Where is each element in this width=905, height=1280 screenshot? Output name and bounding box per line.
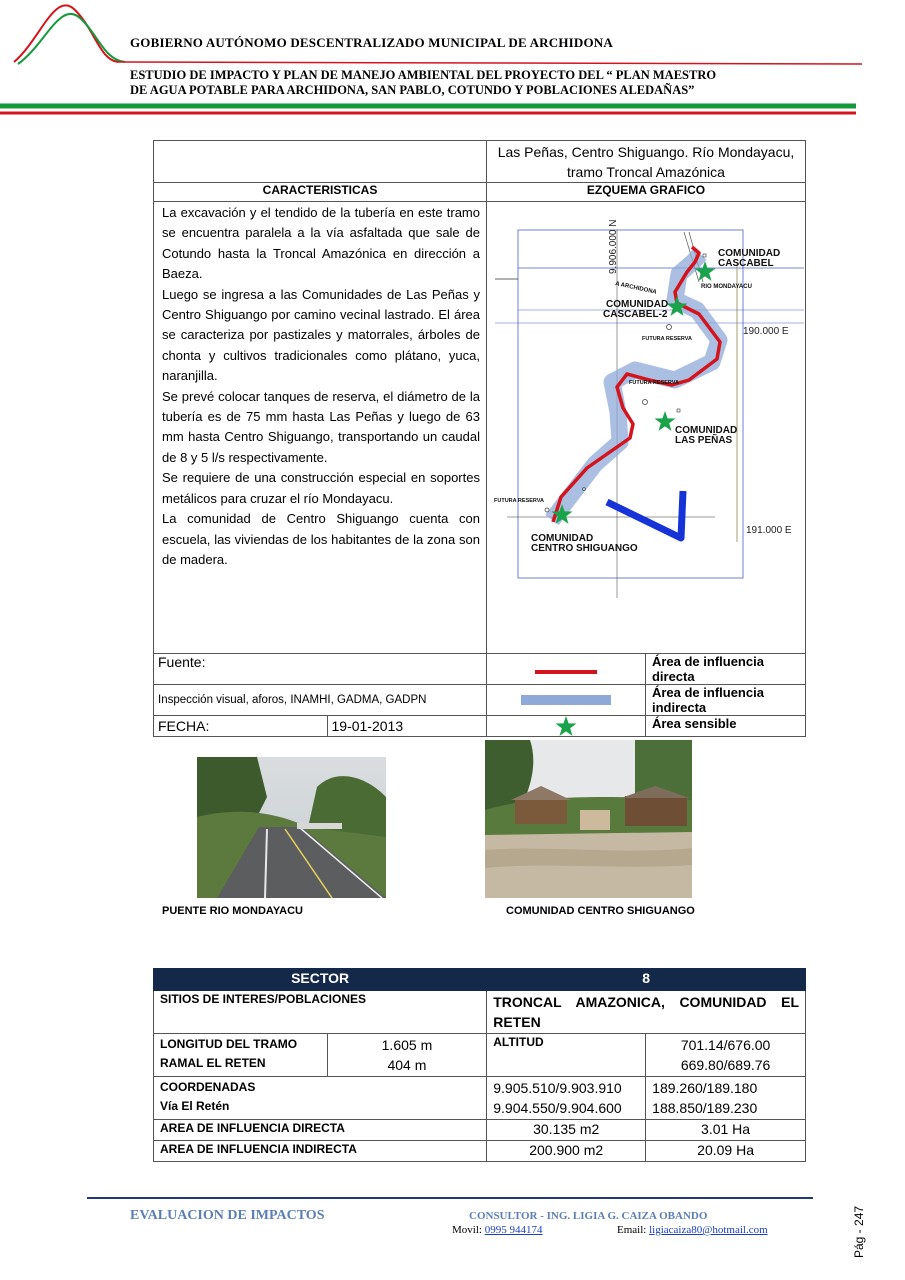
direct-area-ha: 3.01 Ha [646, 1120, 806, 1141]
length-value-1: 1.605 m [381, 1037, 433, 1053]
footer-email-link[interactable]: ligiacaiza80@hotmail.com [649, 1224, 768, 1236]
sites-value: TRONCAL AMAZONICA, COMUNIDAD EL RETEN [487, 991, 806, 1034]
altitude-value-2: 669.80/689.76 [680, 1057, 771, 1073]
indirect-area-m2: 200.900 m2 [487, 1141, 646, 1162]
coord-north-label: 9.906.000 N [607, 219, 619, 274]
fuente-label: Fuente: [154, 654, 487, 685]
map-label-cascabel-line1: COMUNIDAD [717, 248, 781, 259]
sector-label: SECTOR [154, 969, 487, 991]
length-label [154, 1034, 328, 1077]
indirect-area-ha: 20.09 Ha [646, 1141, 806, 1162]
length-label-2: RAMAL EL RETEN [160, 1056, 266, 1070]
route-map [487, 202, 804, 653]
footer-section: EVALUACION DE IMPACTOS [130, 1208, 325, 1223]
altitude-value [646, 1034, 806, 1077]
map-label-shiguango [531, 533, 638, 554]
footer-email-label: Email: [617, 1224, 647, 1236]
photo-comunidad-centro-shiguango [485, 740, 692, 898]
coord-east-190-label: 190.000 E [742, 326, 789, 337]
characteristics-description [154, 202, 487, 654]
sensitive-area-star-penas [654, 411, 675, 431]
location-cell: Las Peñas, Centro Shiguango. Río Mondayacu, tramo Troncal Amazónica [486, 141, 805, 183]
length-value-2: 404 m [387, 1057, 427, 1073]
header-study-title [130, 68, 830, 98]
footer-consultant: CONSULTOR - ING. LIGIA G. CAIZA OBANDO [469, 1210, 708, 1222]
direct-area-m2: 30.135 m2 [487, 1120, 646, 1141]
legend-sensitive-label: Área sensible [645, 716, 805, 737]
page-number: Pág - 247 [852, 1205, 866, 1258]
header-logo-curves [0, 0, 905, 120]
footer-email [617, 1224, 768, 1236]
header-organization: GOBIERNO AUTÓNOMO DESCENTRALIZADO MUNICIPAL DE ARCHIDONA [130, 35, 613, 50]
sector-table [153, 968, 806, 1162]
legend-indirect-swatch [521, 695, 611, 705]
map-label-cascabel2-line2: CASCABEL-2 [602, 309, 668, 320]
altitude-value-1: 701.14/676.00 [680, 1037, 771, 1053]
header-study-line-2: DE AGUA POTABLE PARA ARCHIDONA, SAN PABLO, COTUNDO Y POBLACIONES ALEDAÑAS” [130, 83, 695, 97]
header-study-line-1: ESTUDIO DE IMPACTO Y PLAN DE MANEJO AMBIENTAL DEL PROYECTO DEL “ PLAN MAESTRO [130, 68, 717, 82]
legend-direct-label: Área de influencia directa [645, 654, 805, 685]
map-label-futura-reserva-3: FUTURA RESERVA [493, 498, 544, 504]
characteristics-table [153, 140, 806, 737]
photo-caption-right: COMUNIDAD CENTRO SHIGUANGO [506, 905, 695, 917]
legend-star-icon [555, 716, 577, 736]
photo-puente-rio-mondayacu [197, 757, 386, 898]
legend-direct-swatch [535, 670, 597, 674]
fecha-value: 19-01-2013 [327, 716, 486, 737]
sector-value: 8 [487, 969, 806, 991]
coords-north-2: 9.904.550/9.904.600 [493, 1100, 622, 1116]
map-label-futura-reserva-2: FUTURA RESERVA [628, 380, 679, 386]
legend-direct-swatch-cell [486, 654, 645, 685]
coords-east-1: 189.260/189.180 [652, 1080, 758, 1096]
direct-area-label: AREA DE INFLUENCIA DIRECTA [154, 1120, 487, 1141]
map-label-penas [675, 425, 737, 446]
coords-label-2: Vía El Retén [160, 1099, 230, 1113]
coords-east-2: 188.850/189.230 [652, 1100, 758, 1116]
empty-header-cell [154, 141, 487, 183]
map-label-cascabel2 [603, 299, 668, 320]
sites-label: SITIOS DE INTERES/POBLACIONES [154, 991, 487, 1034]
map-label-cascabel [718, 248, 780, 269]
map-label-penas-line1: COMUNIDAD [674, 425, 738, 436]
description-paragraph: Luego se ingresa a las Comunidades de Las Peñas y Centro Shiguango por camino vecinal lastrado. El área se caracteriza por pastizales y matorrales, árboles de chonta y cultivos tradicionales como plátano, yuca, naranjilla. [162, 286, 480, 384]
map-label-cascabel2-line1: COMUNIDAD [605, 299, 669, 310]
coords-label-1: COORDENADAS [160, 1080, 256, 1094]
footer-movil-link[interactable]: 0995 944174 [484, 1224, 543, 1236]
length-label-1: LONGITUD DEL TRAMO [160, 1037, 298, 1051]
photo-caption-left: PUENTE RIO MONDAYACU [162, 905, 303, 917]
map-label-penas-line2: LAS PEÑAS [674, 435, 733, 446]
map-label-futura-reserva-1: FUTURA RESERVA [641, 336, 692, 342]
fecha-label: FECHA: [154, 716, 328, 737]
coords-north-1: 9.905.510/9.903.910 [493, 1080, 622, 1096]
description-paragraph: Se requiere de una construcción especial en soportes metálicos para cruzar el río Mondayacu. [162, 470, 480, 506]
footer-movil [452, 1224, 542, 1236]
footer-divider [87, 1197, 813, 1199]
description-paragraph: La comunidad de Centro Shiguango cuenta con escuela, las viviendas de los habitantes de la zona son de madera. [162, 511, 480, 567]
map-label-archidona: A ARCHIDONA [614, 281, 658, 296]
fuente-value: Inspección visual, aforos, INAMHI, GADMA, GADPN [154, 685, 487, 716]
legend-indirect-label: Área de influencia indirecta [645, 685, 805, 716]
legend-sensitive-swatch-cell [486, 716, 645, 737]
legend-indirect-swatch-cell [486, 685, 645, 716]
coords-label [154, 1077, 487, 1120]
coords-east [646, 1077, 806, 1120]
description-paragraph: La excavación y el tendido de la tubería en este tramo se encuentra paralela a la vía asfaltada que sale de Cotundo hasta la Troncal Amazónica en dirección a Baeza. [162, 205, 480, 282]
description-paragraph: Se prevé colocar tanques de reserva, el diámetro de la tubería es de 75 mm hasta Las Peñas y luego de 63 mm hasta Centro Shiguango, transportando un caudal de 8 y 5 l/s respectivamente. [162, 388, 480, 465]
col-characteristics-header: CARACTERISTICAS [154, 183, 487, 202]
col-scheme-header: EZQUEMA GRAFICO [486, 183, 805, 202]
indirect-area-label: AREA DE INFLUENCIA INDIRECTA [154, 1141, 487, 1162]
map-label-shiguango-line1: COMUNIDAD [530, 533, 594, 544]
map-label-rio: RIO MONDAYACU [700, 284, 752, 290]
map-label-shiguango-line2: CENTRO SHIGUANGO [530, 543, 638, 554]
map-label-cascabel-line2: CASCABEL [717, 258, 774, 269]
length-value [327, 1034, 487, 1077]
coord-east-191-label: 191.000 E [745, 525, 792, 536]
footer-movil-label: Movil: [452, 1224, 482, 1236]
scheme-map-cell [486, 202, 805, 654]
coords-north [487, 1077, 646, 1120]
altitude-label: ALTITUD [487, 1034, 646, 1077]
